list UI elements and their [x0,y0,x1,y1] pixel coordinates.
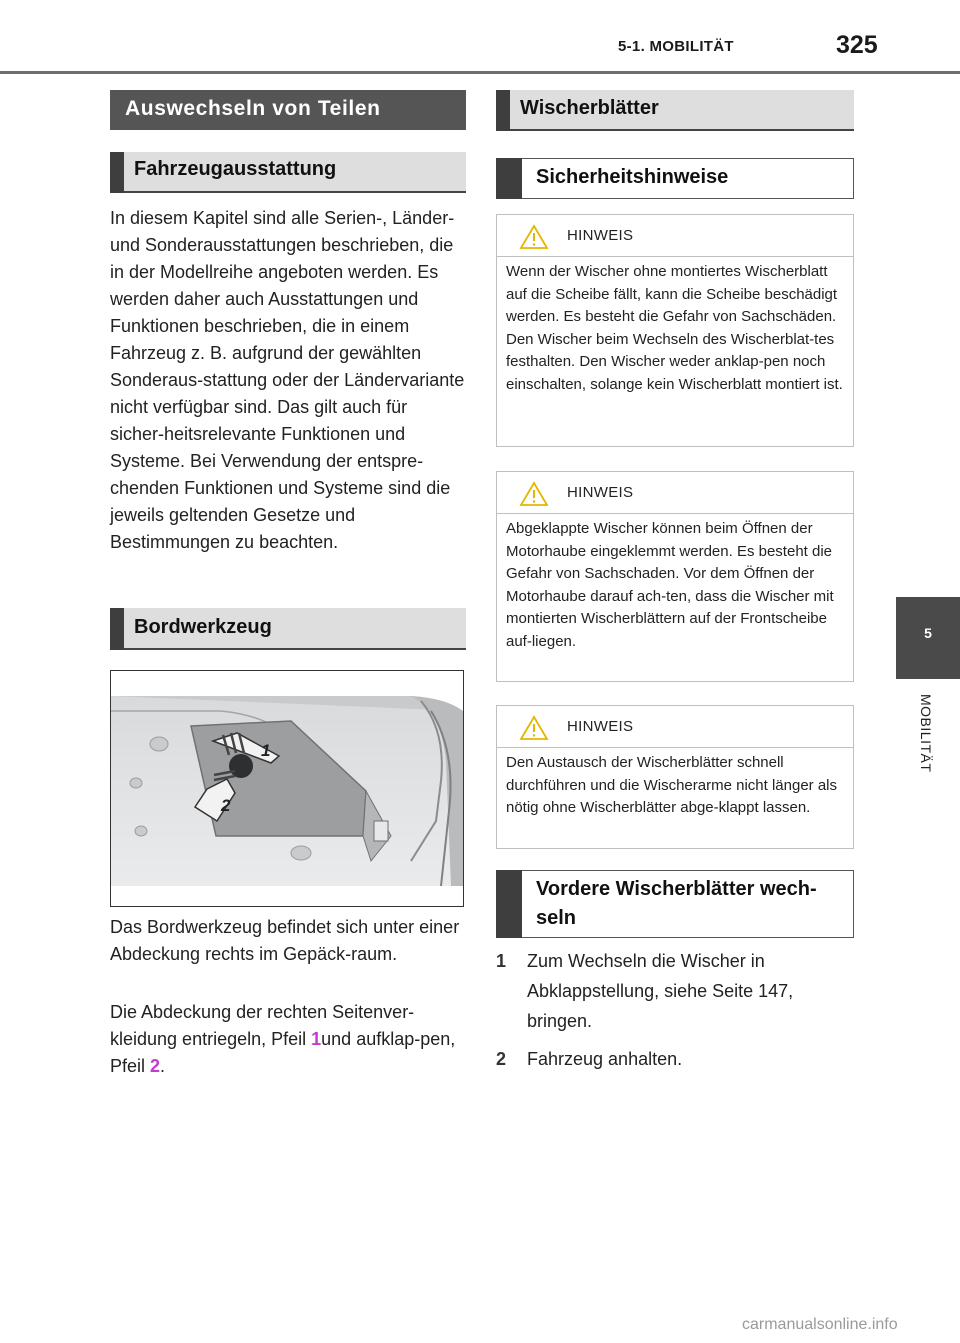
notice-text: Den Austausch der Wischerblätter schnell durchführen und die Wischerarme nicht länger als nötig ohne Wischerblätter abge-klappt lassen. [506,754,838,816]
arrow-ref-2: 2 [150,1056,161,1076]
paragraph-equipment [110,205,466,556]
warning-triangle-icon [519,224,549,250]
header-rule [0,71,960,74]
trunk-drawing [111,671,463,906]
section-heading-parts [110,90,466,130]
chapter-side-label: MOBILITÄT [918,694,934,773]
paragraph-cover-instructions [110,999,466,1080]
notice-box-2 [496,471,854,682]
paragraph-equipment-text: In diesem Kapitel sind alle Serien-, Länder- und Sonderausstattungen beschrieben, die in der Modellreihe angeboten werden. Es werden daher auch Ausstattungen und Funktionen beschrieben, die in einem Fahrzeug z. B. aufgrund der gewählten Sonderaus-stattung oder der Ländervariante nicht verfügbar sind. Das gilt auch für sicher-heitsrelevante Funktionen und Systeme. Bei Verwendung der entspre-chenden Funktionen und Systeme sind die jeweils geltenden Gesetze und Bestimmungen zu beachten. [110,208,465,552]
paragraph-tool-location-text: Das Bordwerkzeug befindet sich unter einer Abdeckung rechts im Gepäck-raum. [110,917,460,964]
notice-label: HINWEIS [567,227,634,244]
subheading-safety-notes-text: Sicherheitshinweise [536,166,729,188]
chapter-side-label-wrap [918,694,938,794]
notice-label: HINWEIS [567,718,634,735]
heading-bar [496,870,522,938]
subheading-onboard-tools-text: Bordwerkzeug [134,616,272,638]
notice-box-3 [496,705,854,849]
step-number: 1 [496,951,507,971]
trunk-cover-illustration [110,670,464,907]
step-item-1 [496,946,854,1038]
instruction-text-b: und aufklap-pen, Pfeil [110,1029,456,1076]
heading-bar [110,608,124,650]
subheading-front-wiper-change [496,870,854,938]
notice-box-1 [496,214,854,447]
arrow-ref-1: 1 [311,1029,322,1049]
warning-triangle-icon [519,715,549,741]
notice-label: HINWEIS [567,484,634,501]
step-text: Fahrzeug anhalten. [527,1049,683,1069]
step-text: Zum Wechseln die Wischer in Abklappstellung, siehe Seite 147, bringen. [527,951,794,1031]
watermark: carmanualsonline.info [742,1316,898,1333]
subheading-onboard-tools [110,608,466,650]
subheading-vehicle-equipment [110,152,466,193]
heading-bar [110,152,124,193]
section-heading-wiper-blades-text: Wischerblätter [520,97,659,119]
instruction-text-a: Die Abdeckung der rechten Seitenver-kleidung entriegeln, Pfeil [110,1002,415,1049]
header-section-title: 5-1. MOBILITÄT [618,38,734,55]
heading-bar [496,158,522,199]
page-number: 325 [836,31,878,59]
step-number: 2 [496,1049,507,1069]
notice-text: Wenn der Wischer ohne montiertes Wischerblatt auf die Scheibe fällt, kann die Scheibe beschädigt werden. Es besteht die Gefahr von Sachschäden. Den Wischer beim Wechseln des Wischerblat-tes festhalten. Den Wischer weder anklap-pen noch einschalten, solange kein Wischerblatt montiert ist. [506,263,843,393]
section-heading-wiper-blades [496,90,854,131]
notice-text: Abgeklappte Wischer können beim Öffnen der Motorhaube eingeklemmt werden. Es besteht die Gefahr von Sachschaden. Vor dem Öffnen der Motorhaube darauf ach-ten, dass die Wischer mit montierten Wischerblättern auf der Frontscheibe auf-liegen. [506,520,834,650]
subheading-vehicle-equipment-text: Fahrzeugausstattung [134,158,337,180]
heading-bar [496,90,510,131]
figure-label-1: 1 [261,741,271,760]
subheading-front-wiper-change-text: Vordere Wischerblätter wech-seln [536,878,817,929]
paragraph-tool-location [110,914,466,968]
chapter-tab [896,597,960,679]
warning-triangle-icon [519,481,549,507]
figure-label-2: 2 [221,796,231,815]
chapter-number: 5 [924,625,932,641]
instruction-text-end: . [160,1056,166,1076]
subheading-safety-notes [496,158,854,199]
step-item-2 [496,1044,854,1076]
section-heading-parts-text: Auswechseln von Teilen [125,97,381,120]
